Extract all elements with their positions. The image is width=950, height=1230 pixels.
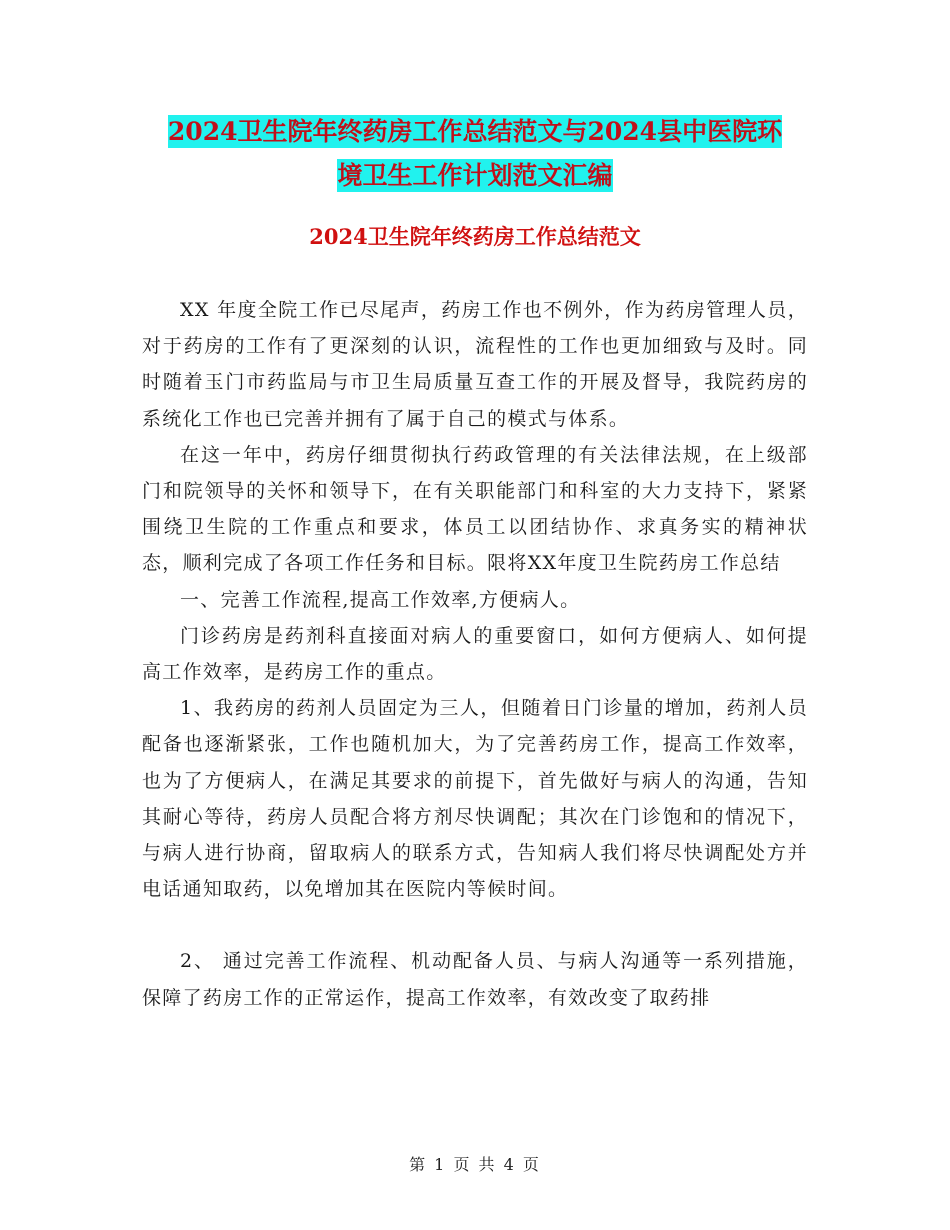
section-title: 2024卫生院年终药房工作总结范文 bbox=[309, 224, 641, 249]
page-footer: 第 1 页 共 4 页 bbox=[409, 1155, 541, 1174]
document-title-line-2: 境卫生工作计划范文汇编 bbox=[337, 161, 613, 190]
paragraph: XX 年度全院工作已尽尾声，药房工作也不例外，作为药房管理人员，对于药房的工作有了更深刻的认识，流程性的工作也更加细致与及时。同时随着玉门市药监局与市卫生局质量互查工作的开展及督导，我院药房的系统化工作也已完善并拥有了属于自己的模式与体系。 bbox=[142, 299, 808, 430]
paragraph: 在这一年中，药房仔细贯彻执行药政管理的有关法律法规，在上级部门和院领导的关怀和领导下，在有关职能部门和科室的大力支持下，紧紧围绕卫生院的工作重点和要求，体员工以团结协作、求真务实的精神状态，顺利完成了各项工作任务和目标。限将XX年度卫生院药房工作总结 bbox=[142, 443, 808, 575]
paragraph: 2、 通过完善工作流程、机动配备人员、与病人沟通等一系列措施，保障了药房工作的正常运作，提高工作效率，有效改变了取药排 bbox=[142, 950, 808, 1009]
paragraph-heading: 一、完善工作流程,提高工作效率,方便病人。 bbox=[180, 588, 581, 611]
document-title bbox=[100, 110, 850, 198]
paragraph: 1、我药房的药剂人员固定为三人，但随着日门诊量的增加，药剂人员配备也逐渐紧张，工作也随机加大，为了完善药房工作，提高工作效率，也为了方便病人，在满足其要求的前提下，首先做好与病人的沟通，告知其耐心等待，药房人员配合将方剂尽快调配；其次在门诊饱和的情况下，与病人进行协商，留取病人的联系方式，告知病人我们将尽快调配处方并电话通知取药，以免增加其在医院内等候时间。 bbox=[142, 697, 808, 901]
paragraph: 门诊药房是药剂科直接面对病人的重要窗口，如何方便病人、如何提高工作效率，是药房工作的重点。 bbox=[142, 624, 808, 684]
document-title-line-1: 2024卫生院年终药房工作总结范文与2024县中医院环 bbox=[167, 117, 783, 146]
document-body bbox=[142, 292, 808, 1016]
